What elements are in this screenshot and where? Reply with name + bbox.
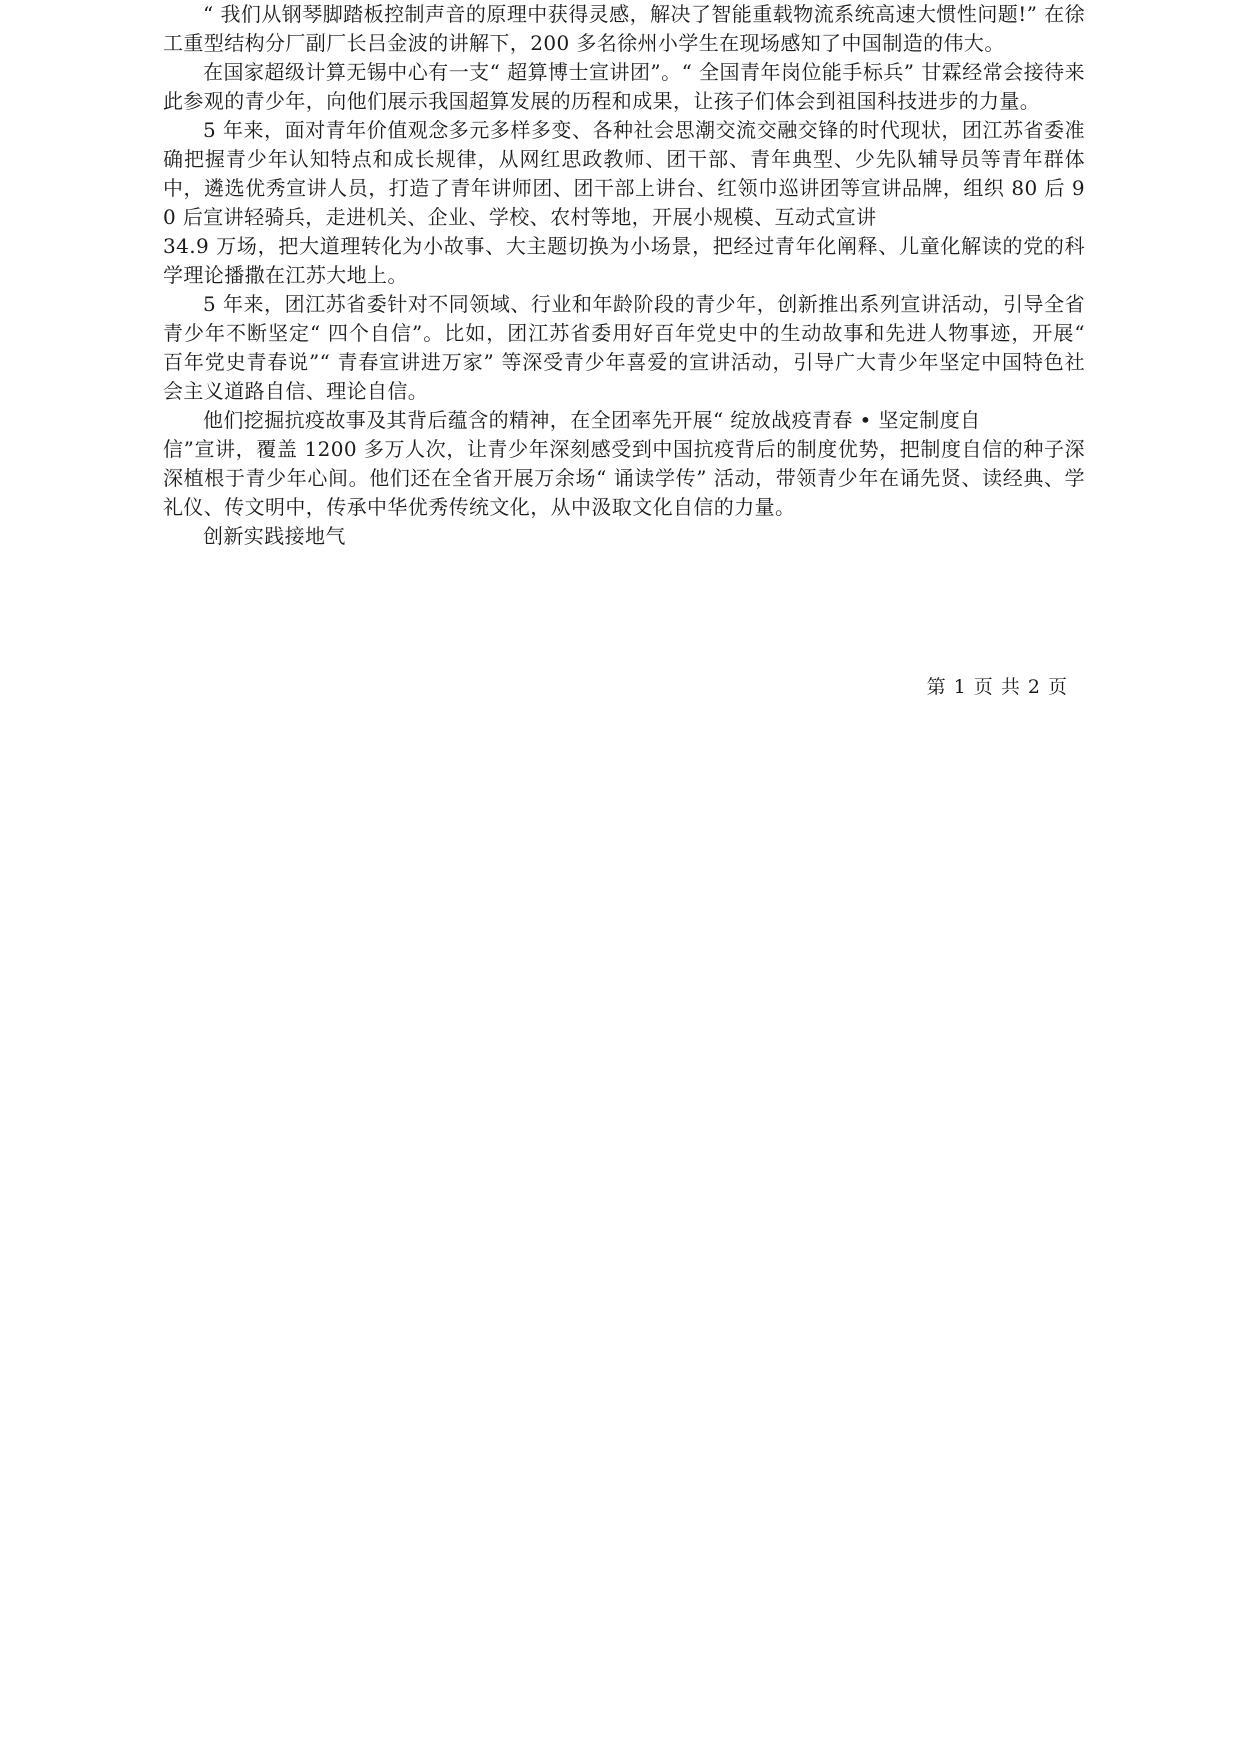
paragraph-4: 5 年来，团江苏省委针对不同领域、行业和年龄阶段的青少年，创新推出系列宣讲活动，引导全省青少年不断坚定“ 四个自信”。比如，团江苏省委用好百年党史中的生动故事和先进人物事迹，开展“ 百年党史青春说”“ 青春宣讲进万家” 等深受青少年喜爱的宣讲活动，引导广大青少年坚定中国特色社会主义道路自信、理论自信。 <box>163 292 1085 403</box>
paragraph-3-continued: 34.9 万场，把大道理转化为小故事、大主题切换为小场景，把经过青年化阐释、儿童化解读的党的科学理论播撒在江苏大地上。 <box>163 234 1085 287</box>
document-body <box>163 0 1085 551</box>
paragraph-1: “ 我们从钢琴脚踏板控制声音的原理中获得灵感，解决了智能重载物流系统高速大惯性问题!” 在徐工重型结构分厂副厂长吕金波的讲解下，200 多名徐州小学生在现场感知了中国制造的伟大。 <box>163 2 1085 55</box>
paragraph-5-continued: 信”宣讲，覆盖 1200 多万人次，让青少年深刻感受到中国抗疫背后的制度优势，把制度自信的种子深深植根于青少年心间。他们还在全省开展万余场“ 诵读学传” 活动，带领青少年在诵先贤、读经典、学礼仪、传文明中，传承中华优秀传统文化，从中汲取文化自信的力量。 <box>163 437 1085 519</box>
section-heading: 创新实践接地气 <box>203 524 346 548</box>
paragraph-3: 5 年来，面对青年价值观念多元多样多变、各种社会思潮交流交融交锋的时代现状，团江苏省委准确把握青少年认知特点和成长规律，从网红思政教师、团干部、青年典型、少先队辅导员等青年群体中，遴选优秀宣讲人员，打造了青年讲师团、团干部上讲台、红领巾巡讲团等宣讲品牌，组织 80 后 90 后宣讲轻骑兵，走进机关、企业、学校、农村等地，开展小规模、互动式宣讲 <box>163 118 1085 229</box>
page-number: 第 1 页 共 2 页 <box>926 676 1068 698</box>
paragraph-2: 在国家超级计算无锡中心有一支“ 超算博士宣讲团”。“ 全国青年岗位能手标兵” 甘霖经常会接待来此参观的青少年，向他们展示我国超算发展的历程和成果，让孩子们体会到祖国科技进步的力量。 <box>163 60 1085 113</box>
paragraph-5: 他们挖掘抗疫故事及其背后蕴含的精神，在全团率先开展“ 绽放战疫青春 • 坚定制度自 <box>203 408 981 432</box>
